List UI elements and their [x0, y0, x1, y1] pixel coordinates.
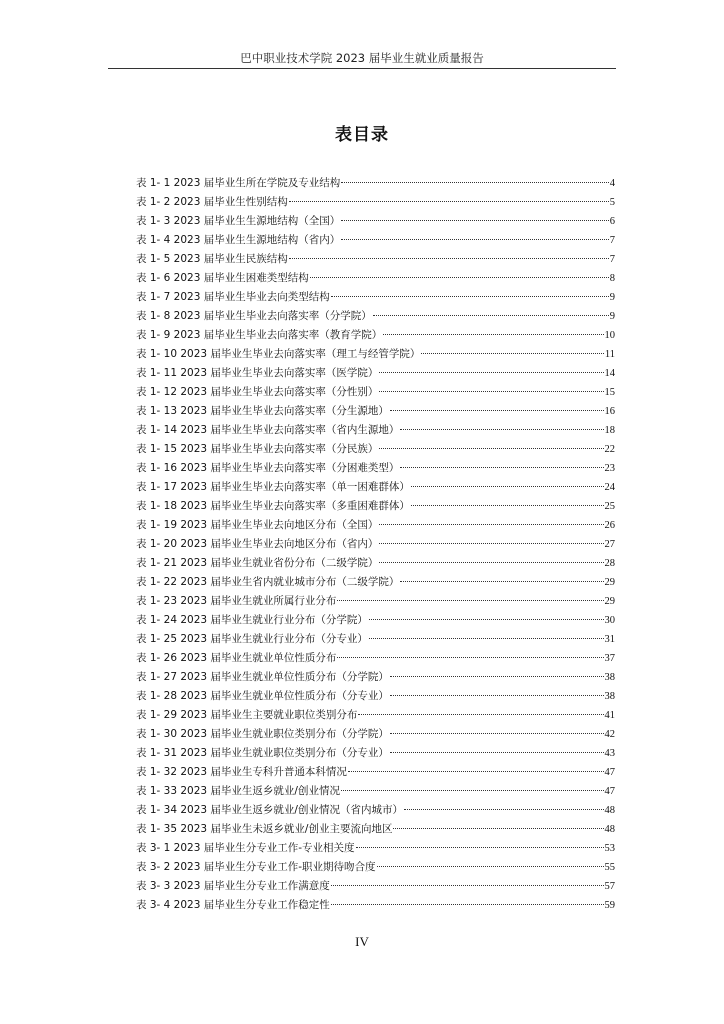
toc-entry-page: 29 — [604, 577, 615, 588]
dot-leader — [341, 220, 609, 221]
toc-entry-page: 47 — [604, 767, 615, 778]
toc-entry-label: 表 1- 20 2023 届毕业生毕业去向地区分布（省内） — [136, 538, 379, 550]
dot-leader — [411, 486, 604, 487]
toc-entry[interactable] — [136, 820, 615, 839]
toc-entry[interactable] — [136, 535, 615, 554]
toc-entry[interactable] — [136, 801, 615, 820]
toc-entry-page: 38 — [604, 691, 615, 702]
toc-entry-label: 表 1- 27 2023 届毕业生就业单位性质分布（分学院） — [136, 671, 389, 683]
toc-entry[interactable] — [136, 307, 615, 326]
dot-leader — [383, 334, 603, 335]
toc-entry[interactable] — [136, 478, 615, 497]
dot-leader — [337, 657, 603, 658]
dot-leader — [341, 182, 609, 183]
toc-entry-page: 9 — [609, 311, 615, 322]
toc-entry[interactable] — [136, 250, 615, 269]
toc-entry-label: 表 1- 23 2023 届毕业生就业所属行业分布 — [136, 595, 337, 607]
toc-entry-label: 表 1- 6 2023 届毕业生困难类型结构 — [136, 272, 309, 284]
toc-entry-page: 43 — [604, 748, 615, 759]
dot-leader — [373, 315, 609, 316]
dot-leader — [377, 866, 604, 867]
dot-leader — [379, 562, 603, 563]
toc-entry[interactable] — [136, 269, 615, 288]
dot-leader — [289, 258, 609, 259]
toc-entry-page: 5 — [609, 197, 615, 208]
toc-entry-label: 表 1- 31 2023 届毕业生就业职位类别分布（分专业） — [136, 747, 389, 759]
running-header: 巴中职业技术学院 2023 届毕业生就业质量报告 — [240, 51, 484, 65]
toc-entry-label: 表 1- 29 2023 届毕业生主要就业职位类别分布 — [136, 709, 358, 721]
dot-leader — [390, 676, 604, 677]
toc-entry[interactable] — [136, 440, 615, 459]
toc-entry[interactable] — [136, 668, 615, 687]
toc-entry-label: 表 1- 15 2023 届毕业生毕业去向落实率（分民族） — [136, 443, 379, 455]
toc-entry-label: 表 3- 2 2023 届毕业生分专业工作-职业期待吻合度 — [136, 861, 376, 873]
toc-entry[interactable] — [136, 288, 615, 307]
toc-entry-page: 29 — [604, 596, 615, 607]
toc-entry-label: 表 1- 17 2023 届毕业生毕业去向落实率（单一困难群体） — [136, 481, 410, 493]
toc-entry[interactable] — [136, 649, 615, 668]
toc-entry-label: 表 1- 33 2023 届毕业生返乡就业/创业情况 — [136, 785, 340, 797]
toc-entry-label: 表 1- 11 2023 届毕业生毕业去向落实率（医学院） — [136, 367, 379, 379]
toc-entry-label: 表 1- 4 2023 届毕业生生源地结构（省内） — [136, 234, 341, 246]
toc-entry-label: 表 1- 30 2023 届毕业生就业职位类别分布（分学院） — [136, 728, 389, 740]
toc-entry[interactable] — [136, 611, 615, 630]
toc-entry-page: 38 — [604, 672, 615, 683]
toc-entry[interactable] — [136, 858, 615, 877]
toc-entry[interactable] — [136, 402, 615, 421]
dot-leader — [369, 638, 604, 639]
toc-entry-page: 14 — [604, 368, 615, 379]
dot-leader — [289, 201, 609, 202]
toc-entry[interactable] — [136, 497, 615, 516]
toc-entry-page: 11 — [604, 349, 615, 360]
dot-leader — [341, 239, 609, 240]
dot-leader — [400, 467, 603, 468]
dot-leader — [379, 448, 603, 449]
toc-entry[interactable] — [136, 345, 615, 364]
toc-entry[interactable] — [136, 364, 615, 383]
toc-entry-label: 表 1- 26 2023 届毕业生就业单位性质分布 — [136, 652, 337, 664]
dot-leader — [390, 695, 604, 696]
toc-entry-label: 表 1- 2 2023 届毕业生性别结构 — [136, 196, 288, 208]
toc-entry-page: 15 — [604, 387, 615, 398]
toc-entry[interactable] — [136, 630, 615, 649]
dot-leader — [400, 581, 603, 582]
dot-leader — [358, 714, 603, 715]
toc-entry-page: 6 — [609, 216, 615, 227]
page-number: IV — [355, 934, 369, 949]
toc-entry-page: 10 — [604, 330, 615, 341]
dot-leader — [393, 828, 603, 829]
toc-entry[interactable] — [136, 231, 615, 250]
toc-entry[interactable] — [136, 193, 615, 212]
dot-leader — [331, 904, 604, 905]
toc-entry-page: 24 — [604, 482, 615, 493]
toc-entry[interactable] — [136, 174, 615, 193]
toc-entry[interactable] — [136, 744, 615, 763]
page-title: 表目录 — [335, 125, 389, 145]
toc-entry-page: 9 — [609, 292, 615, 303]
toc-entry-label: 表 1- 28 2023 届毕业生就业单位性质分布（分专业） — [136, 690, 389, 702]
toc-entry-page: 42 — [604, 729, 615, 740]
dot-leader — [356, 847, 604, 848]
dot-leader — [411, 505, 604, 506]
header-divider — [108, 68, 616, 69]
toc-entry-label: 表 1- 1 2023 届毕业生所在学院及专业结构 — [136, 177, 341, 189]
toc-entry[interactable] — [136, 421, 615, 440]
toc-entry-page: 37 — [604, 653, 615, 664]
toc-entry-page: 41 — [604, 710, 615, 721]
toc-entry-page: 31 — [604, 634, 615, 645]
dot-leader — [369, 619, 604, 620]
dot-leader — [421, 353, 603, 354]
toc-entry-page: 7 — [609, 254, 615, 265]
toc-entry-page: 53 — [604, 843, 615, 854]
dot-leader — [379, 391, 603, 392]
toc-entry-label: 表 3- 4 2023 届毕业生分专业工作稳定性 — [136, 899, 330, 911]
toc-entry[interactable] — [136, 592, 615, 611]
toc-entry-label: 表 1- 9 2023 届毕业生毕业去向落实率（教育学院） — [136, 329, 383, 341]
toc-entry-label: 表 1- 25 2023 届毕业生就业行业分布（分专业） — [136, 633, 368, 645]
toc-entry[interactable] — [136, 782, 615, 801]
toc-entry-page: 18 — [604, 425, 615, 436]
toc-entry-label: 表 1- 34 2023 届毕业生返乡就业/创业情况（省内城市） — [136, 804, 403, 816]
toc-entry-page: 23 — [604, 463, 615, 474]
toc-entry[interactable] — [136, 687, 615, 706]
dot-leader — [379, 372, 603, 373]
toc-entry-page: 26 — [604, 520, 615, 531]
toc-entry[interactable] — [136, 706, 615, 725]
toc-entry-label: 表 1- 14 2023 届毕业生毕业去向落实率（省内生源地） — [136, 424, 400, 436]
toc-entry[interactable] — [136, 516, 615, 535]
toc-entry-page: 22 — [604, 444, 615, 455]
toc-entry-label: 表 1- 13 2023 届毕业生毕业去向落实率（分生源地） — [136, 405, 389, 417]
toc-entry-label: 表 1- 21 2023 届毕业生就业省份分布（二级学院） — [136, 557, 379, 569]
dot-leader — [404, 809, 604, 810]
toc-entry-label: 表 1- 32 2023 届毕业生专科升普通本科情况 — [136, 766, 347, 778]
toc-entry-label: 表 1- 24 2023 届毕业生就业行业分布（分学院） — [136, 614, 368, 626]
toc-entry[interactable] — [136, 839, 615, 858]
toc-entry[interactable] — [136, 326, 615, 345]
toc-entry-page: 16 — [604, 406, 615, 417]
toc-entry-page: 25 — [604, 501, 615, 512]
toc-entry-page: 48 — [604, 805, 615, 816]
toc-entry-page: 48 — [604, 824, 615, 835]
toc-entry[interactable] — [136, 877, 615, 896]
toc-entry[interactable] — [136, 459, 615, 478]
dot-leader — [337, 600, 603, 601]
dot-leader — [310, 277, 609, 278]
toc-entry[interactable] — [136, 725, 615, 744]
toc-entry-page: 4 — [609, 178, 615, 189]
dot-leader — [331, 885, 604, 886]
toc-entry[interactable] — [136, 763, 615, 782]
toc-entry-label: 表 1- 18 2023 届毕业生毕业去向落实率（多重困难群体） — [136, 500, 410, 512]
toc-entry-label: 表 1- 19 2023 届毕业生毕业去向地区分布（全国） — [136, 519, 379, 531]
toc-entry-label: 表 1- 5 2023 届毕业生民族结构 — [136, 253, 288, 265]
dot-leader — [341, 790, 604, 791]
toc-entry-label: 表 1- 3 2023 届毕业生生源地结构（全国） — [136, 215, 341, 227]
dot-leader — [331, 296, 609, 297]
toc-entry-label: 表 1- 35 2023 届毕业生未返乡就业/创业主要流向地区 — [136, 823, 393, 835]
toc-entry-page: 59 — [604, 900, 615, 911]
dot-leader — [390, 733, 604, 734]
toc-entry-label: 表 1- 10 2023 届毕业生毕业去向落实率（理工与经管学院） — [136, 348, 421, 360]
toc-entry-page: 7 — [609, 235, 615, 246]
toc-entry-label: 表 3- 3 2023 届毕业生分专业工作满意度 — [136, 880, 330, 892]
toc-entry-page: 8 — [609, 273, 615, 284]
table-of-tables — [136, 174, 615, 915]
toc-entry-page: 47 — [604, 786, 615, 797]
toc-entry-label: 表 1- 7 2023 届毕业生毕业去向类型结构 — [136, 291, 330, 303]
toc-entry-label: 表 1- 12 2023 届毕业生毕业去向落实率（分性别） — [136, 386, 379, 398]
toc-entry-page: 27 — [604, 539, 615, 550]
toc-entry[interactable] — [136, 212, 615, 231]
dot-leader — [379, 543, 603, 544]
toc-entry-page: 55 — [604, 862, 615, 873]
toc-entry-label: 表 1- 16 2023 届毕业生毕业去向落实率（分困难类型） — [136, 462, 400, 474]
dot-leader — [348, 771, 604, 772]
toc-entry-label: 表 1- 22 2023 届毕业生省内就业城市分布（二级学院） — [136, 576, 400, 588]
toc-entry-page: 30 — [604, 615, 615, 626]
toc-entry-page: 57 — [604, 881, 615, 892]
toc-entry[interactable] — [136, 383, 615, 402]
toc-entry[interactable] — [136, 896, 615, 915]
toc-entry-page: 28 — [604, 558, 615, 569]
toc-entry[interactable] — [136, 573, 615, 592]
toc-entry-label: 表 3- 1 2023 届毕业生分专业工作-专业相关度 — [136, 842, 355, 854]
toc-entry-label: 表 1- 8 2023 届毕业生毕业去向落实率（分学院） — [136, 310, 372, 322]
toc-entry[interactable] — [136, 554, 615, 573]
dot-leader — [390, 752, 604, 753]
dot-leader — [400, 429, 603, 430]
dot-leader — [379, 524, 603, 525]
dot-leader — [390, 410, 604, 411]
